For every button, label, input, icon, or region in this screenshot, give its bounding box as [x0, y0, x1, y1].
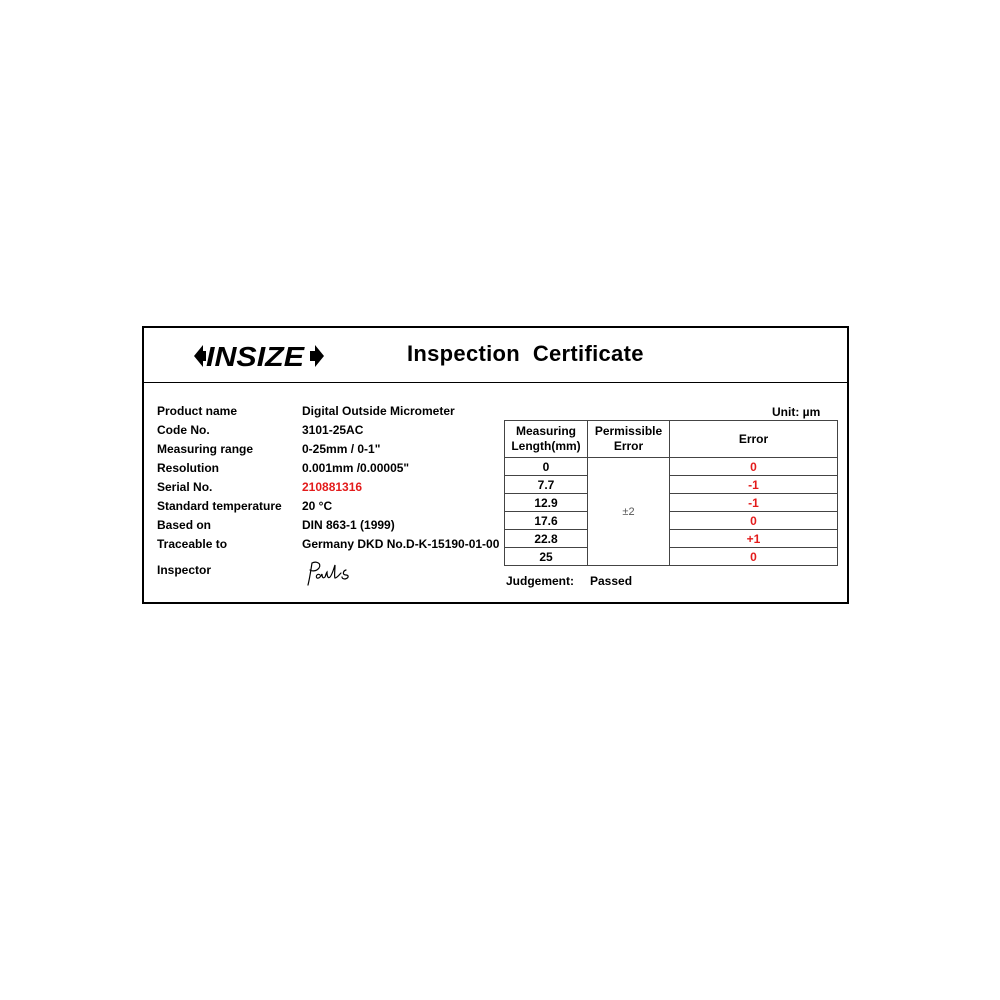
info-label: Inspector	[157, 563, 212, 577]
info-label: Product name	[157, 404, 238, 418]
judgement-label: Judgement:	[506, 574, 575, 588]
info-label: Standard temperature	[157, 499, 282, 513]
error-cell: +1	[670, 530, 838, 548]
info-label: Serial No.	[157, 480, 213, 494]
table-row	[505, 476, 838, 494]
info-value: 0.001mm /0.00005"	[302, 461, 410, 475]
insize-logo	[194, 338, 324, 374]
measuring-length-cell: 7.7	[505, 476, 588, 494]
inspection-certificate	[142, 326, 849, 604]
measuring-length-cell: 22.8	[505, 530, 588, 548]
table-row	[505, 530, 838, 548]
measurement-table	[504, 420, 838, 566]
judgement-value: Passed	[590, 574, 633, 588]
info-label: Resolution	[157, 461, 219, 475]
header-permissible-error: Permissible Error	[588, 421, 670, 458]
unit-label: Unit: µm	[772, 405, 821, 419]
table-row	[505, 512, 838, 530]
table-row	[505, 548, 838, 566]
inspector-signature	[302, 559, 372, 591]
info-label: Based on	[157, 518, 212, 532]
error-cell: 0	[670, 548, 838, 566]
measuring-length-cell: 25	[505, 548, 588, 566]
error-cell: 0	[670, 458, 838, 476]
header-error: Error	[670, 421, 838, 458]
serial-number: 210881316	[302, 480, 363, 494]
info-label: Traceable to	[157, 537, 228, 551]
info-value: 0-25mm / 0-1"	[302, 442, 381, 456]
table-row	[505, 494, 838, 512]
header-measuring-length: Measuring Length(mm)	[505, 421, 588, 458]
error-cell: -1	[670, 476, 838, 494]
certificate-header	[144, 328, 847, 383]
certificate-title: Inspection Certificate	[407, 341, 644, 366]
info-value: DIN 863-1 (1999)	[302, 518, 395, 532]
judgement	[506, 574, 633, 588]
info-label: Code No.	[157, 423, 210, 437]
measuring-length-cell: 12.9	[505, 494, 588, 512]
info-value: 20 °C	[302, 499, 333, 513]
info-value: 3101-25AC	[302, 423, 364, 437]
table-header-row	[505, 421, 838, 458]
info-label: Measuring range	[157, 442, 254, 456]
table-row	[505, 458, 838, 476]
svg-text:INSIZE: INSIZE	[206, 341, 306, 372]
measuring-length-cell: 17.6	[505, 512, 588, 530]
info-value: Digital Outside Micrometer	[302, 404, 455, 418]
info-value: Germany DKD No.D-K-15190-01-00	[302, 537, 500, 551]
measuring-length-cell: 0	[505, 458, 588, 476]
permissible-error-cell: ±2	[588, 458, 670, 566]
error-cell: 0	[670, 512, 838, 530]
error-cell: -1	[670, 494, 838, 512]
